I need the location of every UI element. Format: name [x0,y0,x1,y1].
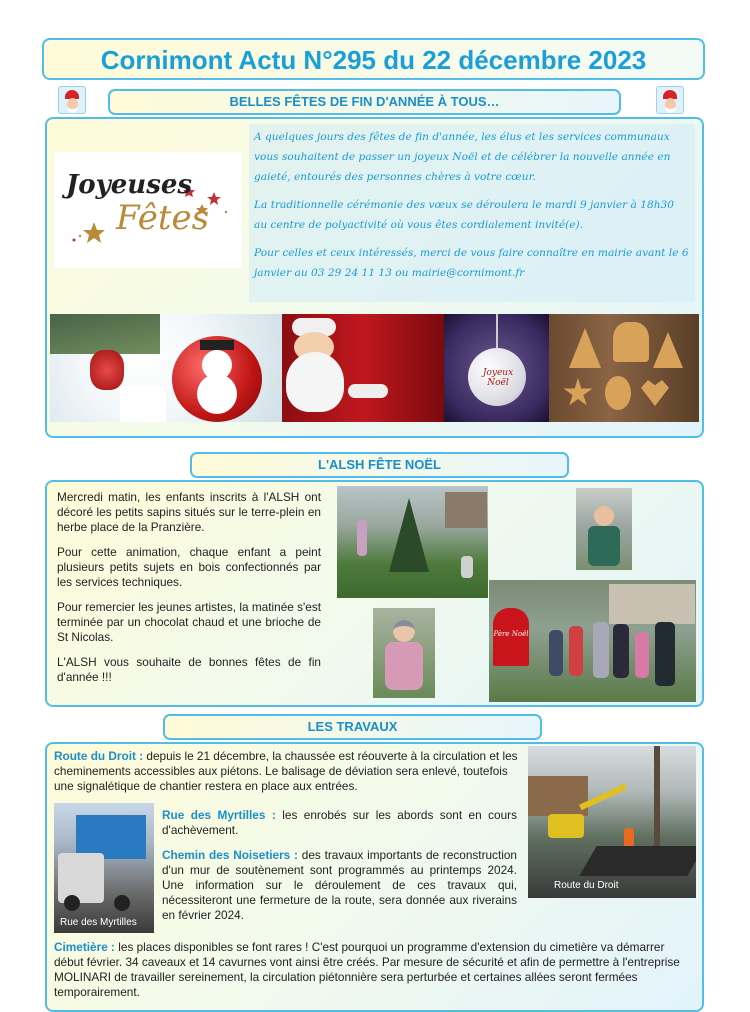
bauble-text: Joyeux Noël [482,368,514,388]
route-du-droit-text: depuis le 21 décembre, la chaussée est réouverte à la circulation et les cheminements accessibles aux piétons. Le balisage de déviation sera enlevé, toutefois une signalétique de chantier restera en place aux entrées. [54,749,518,793]
section-heading-fetes: BELLES FÊTES DE FIN D'ANNÉE À TOUS… [108,89,621,115]
newsletter-title: Cornimont Actu N°295 du 22 décembre 2023 [42,38,705,80]
alsh-paragraph-2: Pour cette animation, chaque enfant a peint plusieurs petits sujets en bois confectionnés par les services techniques. [57,545,321,589]
travaux-cimetiere [54,940,696,1000]
cimetiere-text: les places disponibles se font rares ! C'est pourquoi un programme d'extension du cimetière va démarrer début février. 34 caveaux et 14 cavurnes vont ainsi être créés. Par mesure de sécurité et afin de permettre à l'entreprise MOLINARI de travailler sereinement, la circulation piétonnière sera perturbée et certaines allées seront fermées temporairement. [54,940,680,999]
section-heading-travaux: LES TRAVAUX [163,714,542,740]
noisetiers-title: Chemin des Noisetiers : [162,848,298,862]
alsh-paragraph-4: L'ALSH vous souhaite de bonnes fêtes de fin d'année !!! [57,655,321,684]
logo-text-fetes: Fêtes [116,198,210,238]
alsh-paragraph-3: Pour remercier les jeunes artistes, la matinée s'est terminée par un chocolat chaud et une brioche de St Nicolas. [57,600,321,644]
photo-girl-pink-coat [373,608,435,698]
route-du-droit-title: Route du Droit : [54,749,144,763]
myrtilles-title: Rue des Myrtilles : [162,808,276,822]
noisetiers-paragraph [162,848,517,923]
photo-gingerbread-cookies [549,314,699,422]
photo-route-du-droit [528,746,696,898]
fetes-paragraph-2: La traditionnelle cérémonie des vœux se déroulera le mardi 9 janvier à 18h30 au centre de polyactivité où vous êtes cordialement invité(e). [254,199,675,231]
santa-icon-left [58,86,86,114]
myrtilles-text: les enrobés sur les abords sont en cours d'achèvement. [162,808,517,837]
travaux-myrtilles-noisetiers [162,808,517,933]
photo-santa-claus [282,314,444,422]
alsh-text-block [57,490,321,695]
noisetiers-text: des travaux importants de reconstruction d'un mur de soutènement sont programmés au printemps 2024. Une information sur le déroulement de ces travaux qui, nécessiteront une fermeture de la route, sera donnée aux riverains en février 2024. [162,848,517,922]
myrtilles-paragraph [162,808,517,838]
photo-ornament-snowman [50,314,282,422]
section-heading-alsh: L'ALSH FÊTE NOËL [190,452,569,478]
caption-route-du-droit: Route du Droit [554,880,619,891]
fetes-text-block [249,124,695,302]
photo-joyeux-noel-bauble [444,314,549,422]
logo-text-joyeuses: Joyeuses [66,170,193,200]
joyeuses-fetes-logo [54,152,242,268]
travaux-route-du-droit [54,749,522,794]
photo-children-decorating-tree [337,486,488,598]
santa-icon-right [656,86,684,114]
photo-child-with-tree [576,488,632,570]
fetes-paragraph-1: A quelques jours des fêtes de fin d'année, les élus et les services communaux vous souhaitent de passer un joyeux Noël et de célébrer la nouvelle année en gaieté, entourés des personnes chères à votre cœur. [254,131,671,183]
photo-rue-des-myrtilles [54,803,154,933]
photo-group-with-mailbox [489,580,696,702]
caption-rue-des-myrtilles: Rue des Myrtilles [60,917,137,928]
alsh-paragraph-1: Mercredi matin, les enfants inscrits à l'ALSH ont décoré les petits sapins situés sur le terre-plein en herbe place de la Pranzière. [57,490,321,534]
mailbox-text: Père Noël [493,630,529,638]
fetes-paragraph-3: Pour celles et ceux intéressés, merci de vous faire connaître en mairie avant le 6 janvier au 03 29 24 11 13 ou mairie@cornimont.fr [254,247,689,279]
cimetiere-title: Cimetière : [54,940,115,954]
